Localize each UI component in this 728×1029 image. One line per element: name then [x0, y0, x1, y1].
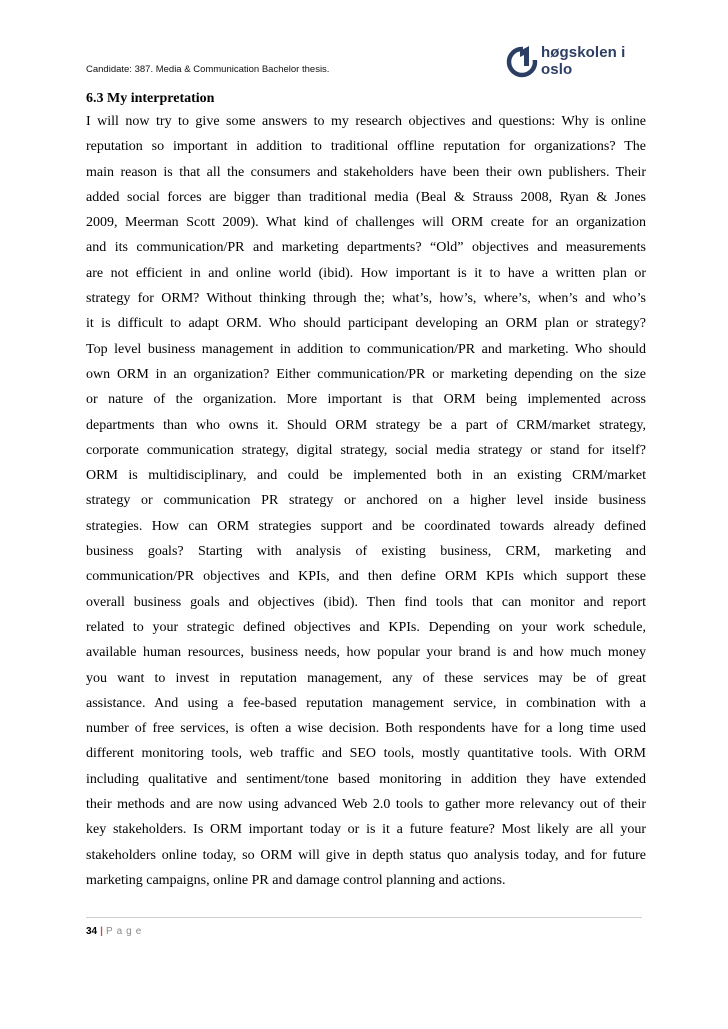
text-line: communication/PR objectives and KPIs, and then define ORM KPIs which support these — [86, 569, 646, 585]
page-label: Page — [105, 926, 146, 937]
text-line: key stakeholders. Is ORM important today or is it a future feature? Most likely are all your — [86, 822, 646, 838]
running-header: Candidate: 387. Media & Communication Bachelor thesis. — [86, 64, 330, 75]
text-line: business goals? Starting with analysis of existing business, CRM, marketing and — [86, 544, 646, 560]
text-line: and its communication/PR and marketing departments? “Old” objectives and measurements — [86, 240, 646, 256]
text-line: strategy for ORM? Without thinking through the; what’s, how’s, where’s, when’s and who’s — [86, 291, 646, 307]
footer-divider — [86, 917, 642, 918]
text-line: ORM is multidisciplinary, and could be implemented both in an existing CRM/market — [86, 468, 646, 484]
text-line: stakeholders online today, so ORM will give in depth status quo analysis today, and for future — [86, 847, 646, 863]
text-line: assistance. And using a fee-based reputation management service, in combination with a — [86, 695, 646, 711]
text-line: 2009, Meerman Scott 2009). What kind of challenges will ORM create for an organization — [86, 215, 646, 231]
institution-logo — [505, 43, 645, 79]
text-line: main reason is that all the consumers and stakeholders have been their own publishers. Their — [86, 164, 646, 180]
text-line: strategy or communication PR strategy or anchored on a higher level inside business — [86, 493, 646, 509]
text-line: strategies. How can ORM strategies support and be coordinated towards already defined — [86, 518, 646, 534]
body-paragraph — [86, 112, 646, 896]
text-line: it is difficult to adapt ORM. Who should participant developing an ORM plan or strategy? — [86, 316, 646, 332]
page-number: 34 — [86, 926, 98, 937]
logo-text: høgskolen i oslo — [541, 44, 626, 78]
text-line: their methods and are now using advanced Web 2.0 tools to gather more relevancy out of their — [86, 797, 646, 813]
footer-separator: | — [100, 926, 103, 937]
text-line: added social forces are bigger than traditional media (Beal & Strauss 2008, Ryan & Jones — [86, 189, 646, 205]
text-line: marketing campaigns, online PR and damage control planning and actions. — [86, 872, 506, 888]
text-line: departments than who owns it. Should ORM strategy be a part of CRM/market strategy, — [86, 417, 646, 433]
section-heading: 6.3 My interpretation — [86, 91, 215, 106]
page-footer — [86, 926, 145, 937]
text-line: overall business goals and objectives (ibid). Then find tools that can monitor and report — [86, 594, 646, 610]
text-line: available human resources, business needs, how popular your brand is and how much money — [86, 645, 646, 661]
text-line: related to your strategic defined objectives and KPIs. Depending on your work schedule, — [86, 619, 646, 635]
text-line: I will now try to give some answers to my research objectives and questions: Why is online — [86, 114, 646, 129]
text-line: different monitoring tools, web traffic and SEO tools, mostly quantitative tools. With ORM — [86, 746, 646, 762]
text-line: Top level business management in addition to communication/PR and marketing. Who should — [86, 341, 646, 357]
text-line: including qualitative and sentiment/tone based monitoring in addition they have extended — [86, 771, 646, 787]
text-line: own ORM in an organization? Either communication/PR or marketing depending on the size — [86, 366, 646, 382]
text-line: or nature of the organization. More important is that ORM being implemented across — [86, 392, 646, 408]
text-line: corporate communication strategy, digital strategy, social media strategy or stand for itself? — [86, 442, 646, 458]
text-line: number of free services, is often a wise decision. Both respondents have for a long time used — [86, 721, 646, 737]
text-line: are not efficient in and online world (ibid). How important is it to have a written plan or — [86, 265, 646, 281]
logo-mark-icon — [505, 44, 539, 78]
text-line: you want to invest in reputation management, any of these services may be of great — [86, 670, 646, 686]
text-line: reputation so important in addition to traditional offline reputation for organizations? The — [86, 139, 646, 155]
